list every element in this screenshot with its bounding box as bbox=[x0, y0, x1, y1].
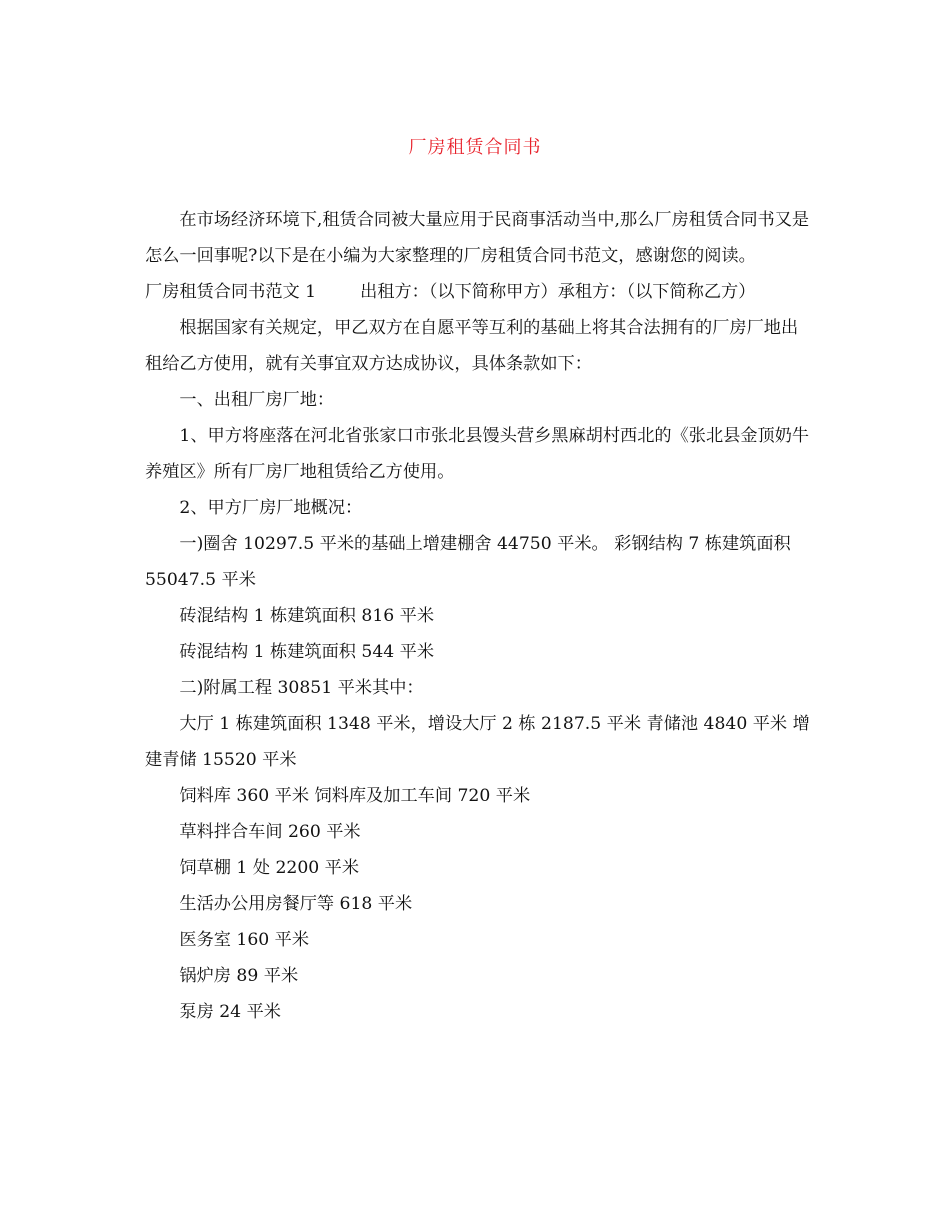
item-1a: 砖混结构 1 栋建筑面积 816 平米 bbox=[179, 606, 435, 626]
clause-1: 1、甲方将座落在河北省张家口市张北县馒头营乡黑麻胡村西北的《张北县金顶奶牛养殖区》所有厂房厂地租赁给乙方使用。 bbox=[145, 426, 810, 482]
item-1: 一)圈舍 10297.5 平米的基础上增建棚舍 44750 平米。 彩钢结构 7 栋建筑面积 55047.5 平米 bbox=[145, 534, 791, 590]
item-1b: 砖混结构 1 栋建筑面积 544 平米 bbox=[179, 642, 435, 662]
item-2: 二)附属工程 30851 平米其中： bbox=[179, 678, 424, 698]
item-2b: 饲料库 360 平米 饲料库及加工车间 720 平米 bbox=[179, 786, 531, 806]
section-1-heading: 一、出租厂房厂地： bbox=[179, 390, 335, 410]
item-2h: 泵房 24 平米 bbox=[179, 1002, 281, 1022]
document-title: 厂房租赁合同书 bbox=[408, 137, 542, 158]
sample-heading-line bbox=[145, 274, 810, 310]
item-2f: 医务室 160 平米 bbox=[179, 930, 310, 950]
item-2c: 草料拌合车间 260 平米 bbox=[179, 822, 361, 842]
clause-2: 2、甲方厂房厂地概况： bbox=[179, 498, 363, 518]
document-body bbox=[145, 202, 810, 1030]
item-2g: 锅炉房 89 平米 bbox=[179, 966, 299, 986]
item-2e: 生活办公用房餐厅等 618 平米 bbox=[179, 894, 413, 914]
preamble-paragraph: 根据国家有关规定，甲乙双方在自愿平等互利的基础上将其合法拥有的厂房厂地出租给乙方使用，就有关事宜双方达成协议，具体条款如下： bbox=[145, 318, 799, 374]
intro-paragraph: 在市场经济环境下,租赁合同被大量应用于民商事活动当中,那么厂房租赁合同书又是怎么一回事呢?以下是在小编为大家整理的厂房租赁合同书范文，感谢您的阅读。 bbox=[145, 210, 810, 266]
parties-line: 出租方：（以下简称甲方）承租方：（以下简称乙方） bbox=[360, 282, 756, 302]
item-2d: 饲草棚 1 处 2200 平米 bbox=[179, 858, 360, 878]
item-2a: 大厅 1 栋建筑面积 1348 平米，增设大厅 2 栋 2187.5 平米 青储池 4840 平米 增建青储 15520 平米 bbox=[145, 714, 810, 770]
sample-heading: 厂房租赁合同书范文 1 bbox=[145, 282, 317, 302]
